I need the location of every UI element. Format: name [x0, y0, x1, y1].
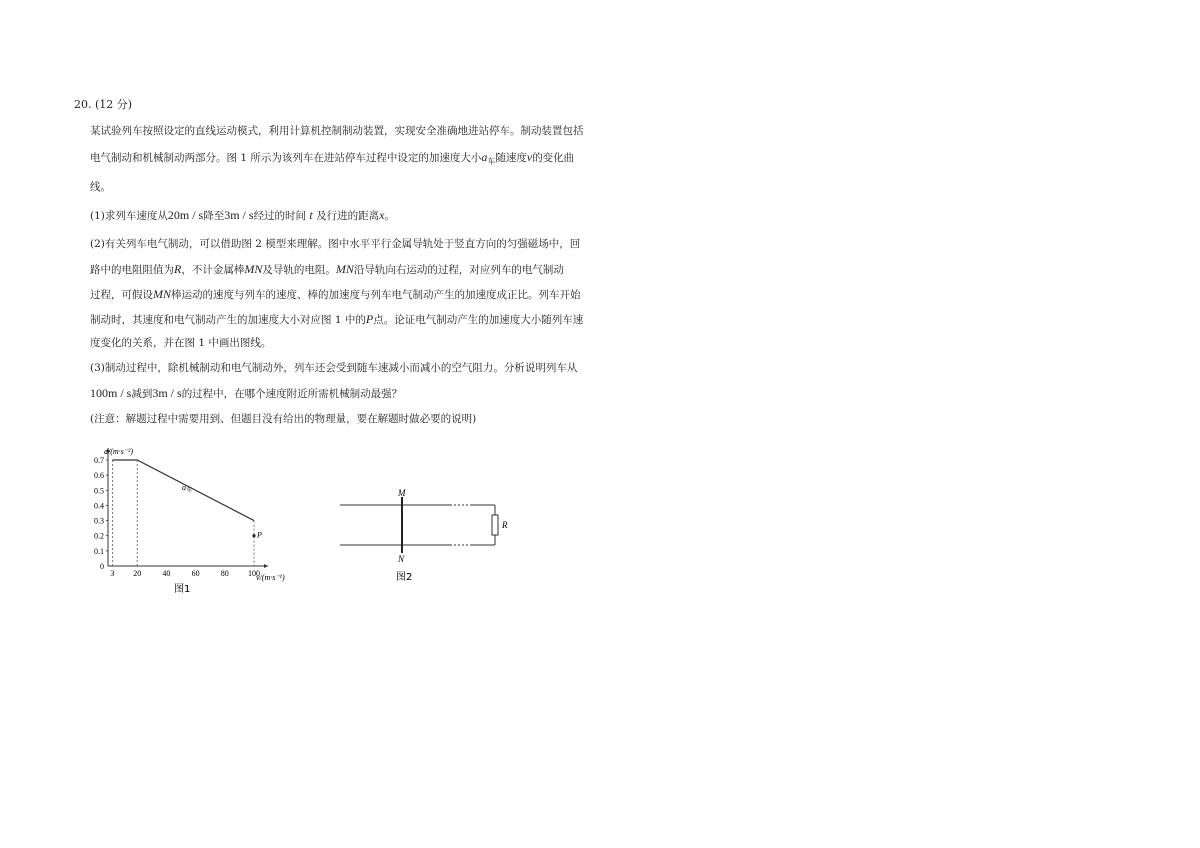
- y-tick-label: 0: [100, 562, 104, 571]
- symbol-MN: MN: [335, 262, 354, 276]
- part-2-line-3: 过程，可假设MN棒运动的速度与列车的速度、棒的加速度与列车电气制动产生的加速度成正比。列车开始: [90, 287, 581, 301]
- point-P-label: P: [257, 530, 262, 540]
- x-tick-label: 100: [248, 569, 260, 578]
- part-3-line-1: (3)制动过程中，除机械制动和电气制动外，列车还会受到随车速减小而减小的空气阻力。分析说明列车从: [90, 362, 578, 374]
- x-axis-arrow: [264, 564, 268, 568]
- figure-1-chart: [84, 440, 324, 600]
- curve-label: $a_车$: [182, 483, 193, 494]
- speed-3: 3m / s: [224, 208, 254, 222]
- symbol-t: t: [309, 208, 313, 222]
- question-number: 20. (12 分): [74, 98, 133, 111]
- y-tick-label: 0.7: [94, 456, 104, 465]
- intro-line-1: 某试验列车按照设定的直线运动模式，利用计算机控制制动装置，实现安全准确地进站停车。制动装置包括: [90, 125, 584, 137]
- part-2-line-4: 制动时，其速度和电气制动产生的加速度大小对应图 1 中的P点。论证电气制动产生的加速度大小随列车速: [90, 312, 584, 326]
- speed-20: 20m / s: [167, 208, 204, 222]
- x-tick-label: 3: [110, 569, 115, 578]
- part-1: (1)求列车速度从20m / s降至3m / s经过的时间 t 及行进的距离x。: [90, 208, 395, 222]
- symbol-MN: MN: [153, 287, 171, 301]
- x-tick-label: 60: [191, 569, 200, 578]
- intro-text: 电气制动和机械制动两部分。图 1 所示为该列车在进站停车过程中设定的加速度大小: [90, 152, 482, 164]
- intro-text: 随速度: [495, 152, 527, 164]
- resistor: [492, 515, 498, 535]
- y-tick-label: 0.5: [94, 486, 104, 496]
- symbol-P: P: [365, 312, 374, 326]
- x-tick-label: 20: [133, 569, 142, 578]
- intro-line-3: 线。: [90, 181, 111, 193]
- speed-100: 100m / s: [90, 386, 132, 400]
- x-axis-label: v/(m·s⁻¹): [256, 573, 285, 582]
- symbol-a: $a_车$: [481, 150, 496, 166]
- symbol-v: v: [526, 150, 533, 164]
- x-tick-label: 40: [162, 569, 171, 578]
- label-N: N: [398, 554, 405, 564]
- part-2-line-1: (2)有关列车电气制动，可以借助图 2 模型来理解。图中水平平行金属导轨处于竖直方向的匀强磁场中，回: [90, 238, 581, 250]
- part-3-line-2: 100m / s减到3m / s的过程中，在哪个速度附近所需机械制动最强？: [90, 386, 403, 400]
- figure-1-caption: 图1: [174, 584, 191, 595]
- x-tick-label: 80: [220, 569, 229, 578]
- intro-line-2: [90, 150, 610, 169]
- figure-2-diagram: [330, 480, 520, 590]
- figure-2-caption: 图2: [396, 572, 413, 583]
- point-P: [252, 534, 255, 537]
- label-M: M: [398, 488, 406, 498]
- speed-3: 3m / s: [152, 386, 182, 400]
- y-tick-label: 0.6: [94, 471, 104, 481]
- label-R: R: [502, 520, 508, 530]
- y-tick-label: 0.4: [94, 501, 104, 511]
- symbol-x: x: [379, 208, 385, 222]
- y-axis-label: a/(m·s⁻²): [104, 447, 134, 456]
- y-tick-label: 0.1: [94, 546, 104, 556]
- y-tick-label: 0.2: [94, 531, 104, 541]
- symbol-MN: MN: [244, 262, 263, 276]
- note: (注意：解题过程中需要用到、但题目没有给出的物理量，要在解题时做必要的说明): [90, 413, 477, 425]
- symbol-R: R: [174, 262, 182, 276]
- part-2-line-5: 度变化的关系，并在图 1 中画出图线。: [90, 337, 272, 349]
- y-tick-label: 0.3: [94, 516, 104, 526]
- intro-text: 的变化曲: [532, 152, 575, 164]
- part-2-line-2: 路中的电阻阻值为R，不计金属棒MN及导轨的电阻。MN沿导轨向右运动的过程，对应列车的电气制动: [90, 262, 564, 276]
